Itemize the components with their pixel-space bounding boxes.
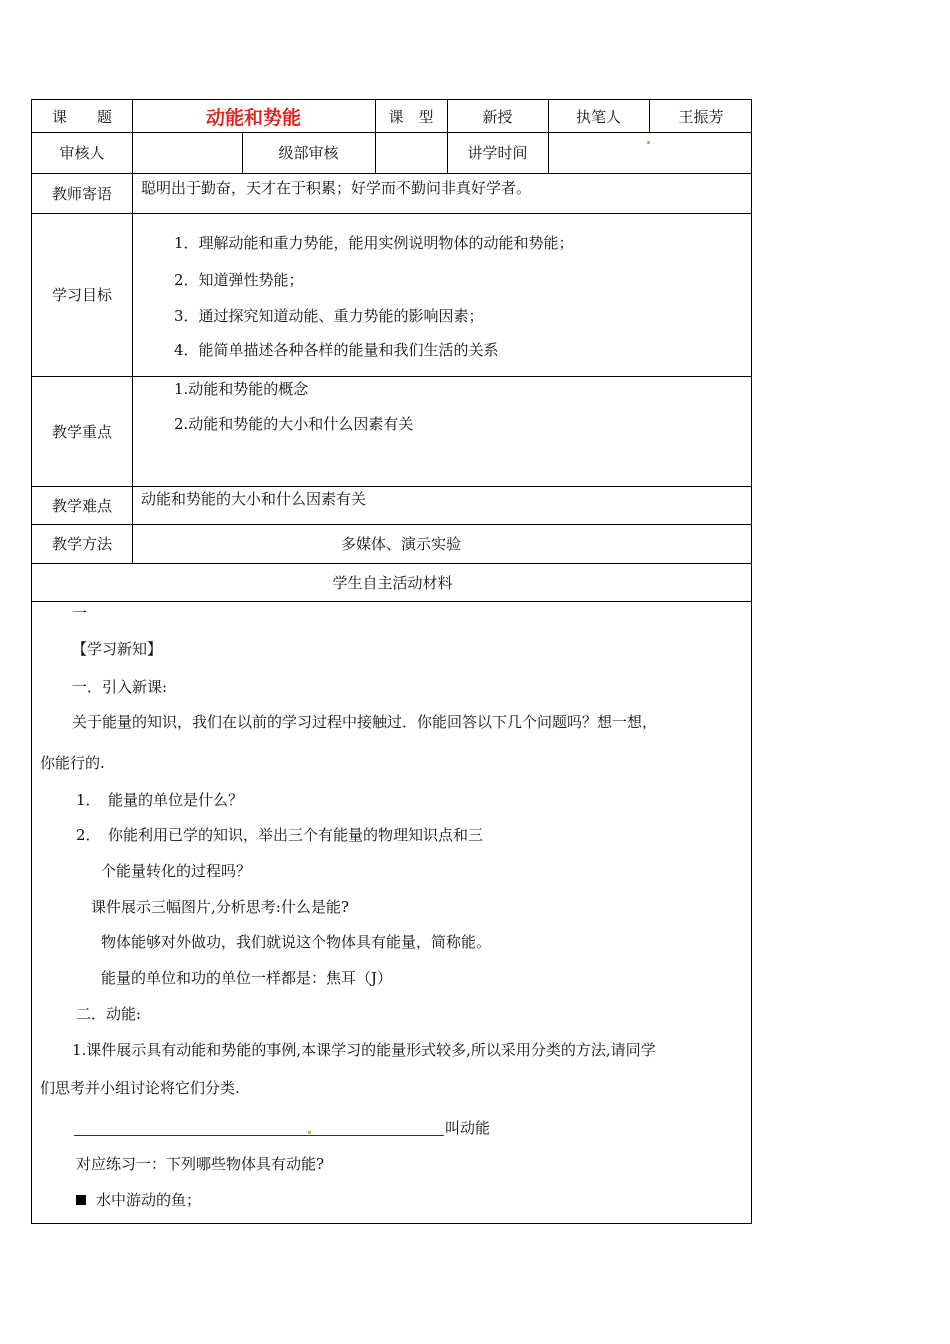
speck [308, 1131, 311, 1134]
label-time: 讲学时间 [467, 144, 528, 162]
goal-item: 4．能简单描述各种各样的能量和我们生活的关系 [174, 341, 499, 359]
label-method: 教学方法 [51, 535, 112, 553]
row-divider [32, 601, 751, 602]
goal-item: 3．通过探究知道动能、重力势能的影响因素； [174, 307, 484, 325]
energy-unit: 能量的单位和功的单位一样都是：焦耳（J） [101, 969, 393, 987]
lesson-plan-table [31, 99, 752, 1224]
label-course: 课 题 [51, 107, 112, 126]
method-text: 多媒体、演示实验 [340, 535, 461, 553]
label-reviewer: 审核人 [59, 144, 105, 162]
label-type: 课 型 [388, 107, 434, 126]
row-divider [32, 376, 751, 377]
exercise-prompt: 对应练习一：下列哪些物体具有动能? [76, 1155, 325, 1173]
question-item: 2． 你能利用已学的知识，举出三个有能量的物理知识点和三 [76, 826, 484, 844]
kinetic-paragraph-line: 们思考并小组讨论将它们分类. [40, 1079, 240, 1097]
kinetic-paragraph-line: 1.课件展示具有动能和势能的事例,本课学习的能量形式较多,所以采用分类的方法,请同学 [72, 1041, 656, 1059]
motto-text: 聪明出于勤奋，天才在于积累；好学而不勤问非真好学者。 [141, 179, 532, 197]
course-title: 动能和势能 [205, 106, 301, 129]
list-item [76, 1190, 201, 1210]
intro-paragraph-line: 关于能量的知识，我们在以前的学习过程中接触过．你能回答以下几个问题吗？想一想， [72, 713, 658, 731]
type-value: 新授 [482, 107, 513, 126]
author-value: 王振芳 [678, 107, 724, 126]
square-bullet-icon [76, 1195, 86, 1205]
label-grade-review: 级部审核 [278, 144, 339, 162]
blank-suffix: 叫动能 [445, 1119, 491, 1137]
col-divider [132, 100, 133, 563]
list-item-text: 水中游动的鱼； [96, 1191, 202, 1209]
label-difficulty: 教学难点 [51, 496, 112, 515]
energy-definition: 物体能够对外做功，我们就说这个物体具有能量，简称能。 [101, 933, 492, 951]
label-motto: 教师寄语 [51, 184, 112, 203]
courseware-note: 课件展示三幅图片,分析思考:什么是能? [91, 898, 349, 916]
question-item: 1． 能量的单位是什么？ [76, 791, 244, 809]
label-key-points: 教学重点 [51, 422, 112, 441]
key-point-item: 1.动能和势能的概念 [174, 380, 309, 398]
speck [647, 141, 650, 144]
goal-item: 2．知道弹性势能； [174, 271, 304, 289]
difficulty-text: 动能和势能的大小和什么因素有关 [141, 490, 367, 508]
row-divider [32, 213, 751, 214]
label-author: 执笔人 [575, 107, 621, 126]
intro-title: 一．引入新课: [72, 678, 168, 696]
section-title: 【学习新知】 [72, 640, 163, 658]
dash-mark: 一 [72, 604, 88, 622]
kinetic-title: 二．动能: [76, 1005, 142, 1023]
row-divider [32, 132, 751, 133]
row-divider [32, 486, 751, 487]
fill-in-blank [74, 1135, 444, 1136]
intro-paragraph-line: 你能行的. [40, 754, 105, 772]
question-item-continued: 个能量转化的过程吗？ [101, 862, 252, 880]
row-divider [32, 173, 751, 174]
goal-item: 1．理解动能和重力势能，能用实例说明物体的动能和势能； [174, 234, 574, 252]
key-point-item: 2.动能和势能的大小和什么因素有关 [174, 415, 414, 433]
label-goals: 学习目标 [51, 286, 112, 304]
activity-heading: 学生自主活动材料 [332, 573, 453, 592]
